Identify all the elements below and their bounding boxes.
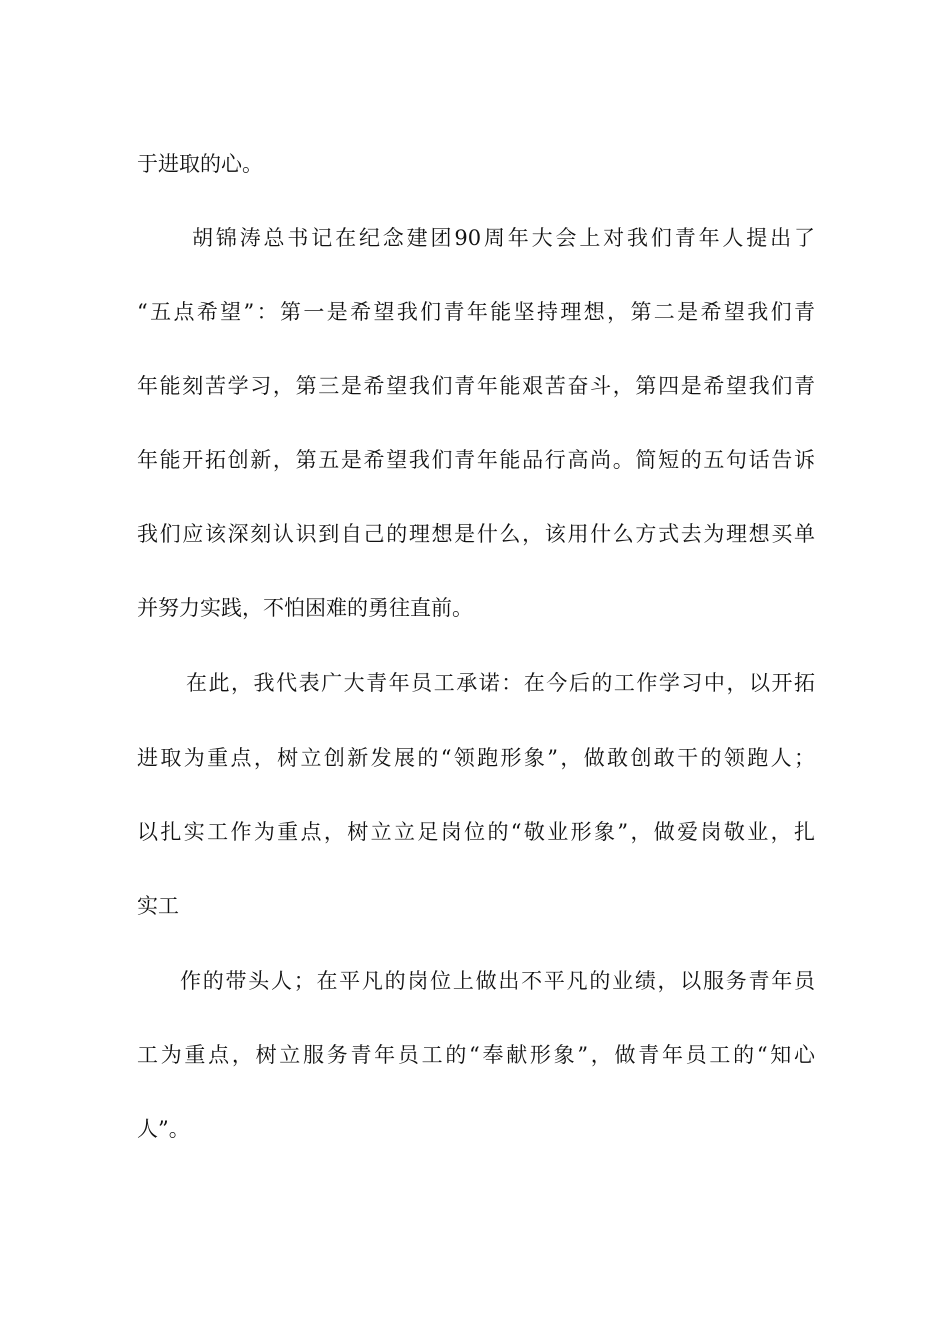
- text-line: 年能刻苦学习，第三是希望我们青年能艰苦奋斗，第四是希望我们青: [137, 374, 815, 398]
- text-line: “五点希望”：第一是希望我们青年能坚持理想，第二是希望我们青: [137, 300, 815, 324]
- paragraph-first-line: 作的带头人；在平凡的岗位上做出不平凡的业绩，以服务青年员: [180, 969, 815, 993]
- text-line: 年能开拓创新，第五是希望我们青年能品行高尚。简短的五句话告诉: [137, 448, 815, 472]
- text-line: 工为重点，树立服务青年员工的“奉献形象”，做青年员工的“知心: [137, 1043, 815, 1067]
- text-line: 我们应该深刻认识到自己的理想是什么，该用什么方式去为理想买单: [137, 522, 815, 546]
- text-line: 于进取的心。: [137, 152, 263, 176]
- text-line: 以扎实工作为重点，树立立足岗位的“敬业形象”，做爱岗敬业，扎: [137, 820, 815, 844]
- text-line: 并努力实践，不怕困难的勇往直前。: [137, 596, 473, 620]
- text-line: 实工: [137, 894, 179, 918]
- text-line: 进取为重点，树立创新发展的“领跑形象”，做敢创敢干的领跑人；: [137, 746, 815, 770]
- text-line: 人”。: [137, 1117, 190, 1141]
- paragraph-first-line: 胡锦涛总书记在纪念建团90周年大会上对我们青年人提出了: [192, 226, 815, 250]
- paragraph-first-line: 在此，我代表广大青年员工承诺：在今后的工作学习中，以开拓: [186, 671, 815, 695]
